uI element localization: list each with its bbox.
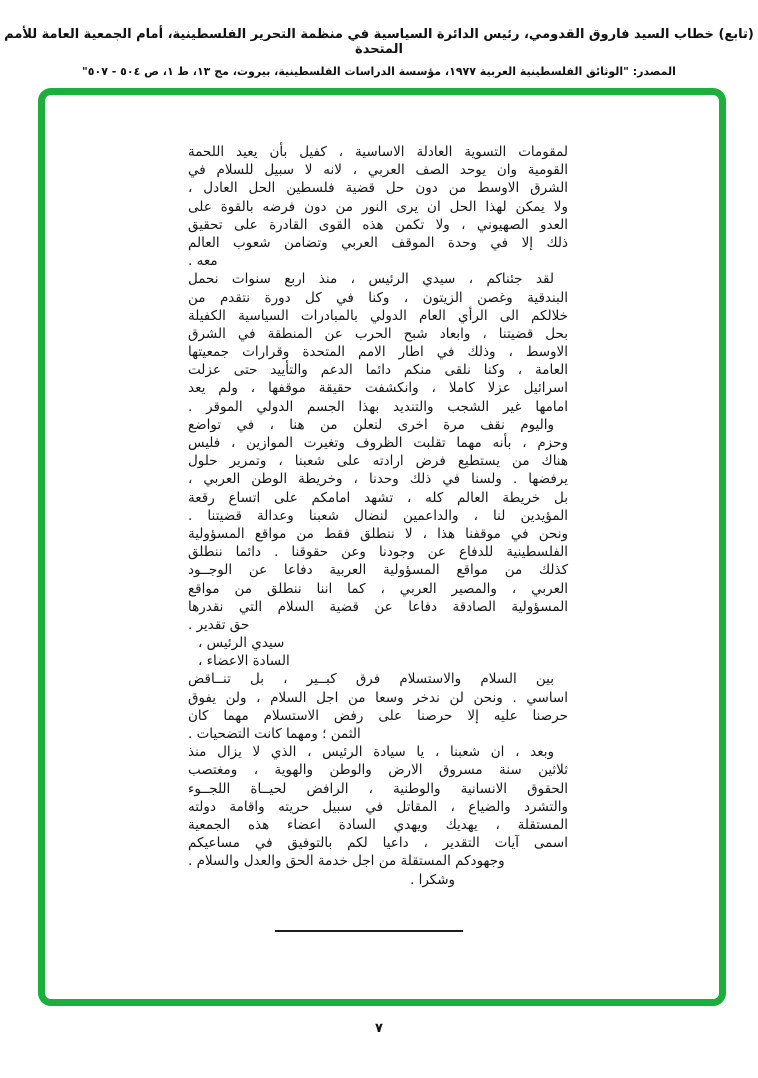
text-line: الثمن ؛ ومهما كانت التضحيات . — [188, 726, 361, 742]
text-line: معه . — [188, 253, 218, 270]
text-line: واليوم نقف مرة اخرى لنعلن من هنا ، في تواضع — [188, 416, 554, 433]
text-line: هناك من يستطيع فرض ارادته على شعبنا ، وتمرير حلول — [188, 453, 568, 470]
document-source-citation: المصدر: "الوثائق الفلسطينية العربية ١٩٧٧، مؤسسة الدراسات الفلسطينية، بيروت، مج ١٣، ط ١، ص ٥٠٤ - ٥٠٧" — [82, 65, 676, 78]
text-line: حرصنا عليه إلا حرصنا على رفض الاستسلام مهما كان — [188, 707, 568, 724]
text-line: ونحن في موقفنا هذا ، لا ننطلق فقط من مواقع المسؤولية — [188, 525, 568, 542]
text-line: الحقوق الانسانية والوطنية ، الرافض لحيــاة اللجــوء — [188, 780, 568, 797]
text-line: لقد جئناكم ، سيدي الرئيس ، منذ اربع سنوات نحمل — [188, 271, 554, 288]
text-line: لمقومات التسوية العادلة الاساسية ، كفيل بأن يعيد اللحمة — [188, 144, 568, 160]
body-text — [188, 143, 568, 889]
text-line: وبعد ، ان شعبنا ، يا سيادة الرئيس ، الذي لا يزال منذ — [188, 744, 554, 761]
text-line: بحل قضيتنا ، وابعاد شبح الحرب عن المنطقة في الشرق — [188, 325, 568, 342]
text-line: ذلك إلا في وحدة الموقف العربي وتضامن شعوب العالم — [188, 234, 568, 251]
text-line: والتشرد والضياع ، المقاتل في سبيل حريته واقامة دولته — [188, 798, 568, 815]
end-divider — [275, 930, 463, 932]
text-line: الفلسطينية للدفاع عن وجودنا وعن حقوقنا . دائما ننطلق — [188, 544, 568, 561]
text-line: ثلاثين سنة مسروق الارض والوطن والهوية ، ومغتصب — [188, 762, 568, 779]
text-line: سيدي الرئيس ، — [198, 635, 285, 652]
text-line: بين السلام والاستسلام فرق كبــير ، بل تنــاقض — [188, 671, 554, 688]
text-line: وشكرا . — [410, 871, 456, 888]
text-line: وجهودكم المستقلة من اجل خدمة الحق والعدل والسلام . — [188, 853, 505, 870]
text-line: حق تقدير . — [188, 616, 250, 633]
text-line: المؤيدين لنا ، والداعمين لنضال شعبنا وعدالة قضيتنا . — [188, 507, 568, 524]
text-line: المسؤولية الصادقة دفاعا عن قضية السلام التي نقدرها — [188, 598, 568, 615]
page-number: ٧ — [375, 1021, 383, 1036]
text-line: العدو الصهيوني ، ولا تكمن هذه القوى القادرة على تحقيق — [188, 216, 568, 233]
text-line: اسرائيل عزلا كاملا ، وانكشفت حقيقة موقفها ، ولم يعد — [188, 380, 568, 397]
text-line: اساسي . ونحن لن ندخر وسعا من اجل السلام ، ولن يفوق — [188, 689, 568, 706]
text-line: الاوسط ، وذلك في اطار الامم المتحدة وقرارات جمعيتها — [188, 344, 568, 361]
text-line: يرفضها . ولسنا في ذلك وحدنا ، وخريطة الوطن العربي ، — [188, 471, 568, 488]
text-line: امامها غير الشجب والتنديد بهذا الجسم الدولي الموقر . — [188, 398, 568, 415]
text-line: ولا يمكن لهذا الحل ان يرى النور من دون فرضه بالقوة على — [188, 198, 568, 215]
text-line: العربي ، والمصير العربي ، كما اننا ننطلق من مواقع — [188, 580, 568, 597]
text-line: المستقلة ، يهديك ويهدي السادة اعضاء هذه الجمعية — [188, 816, 568, 833]
text-line: خلالكم الى الرأي العام الدولي بالمبادرات السياسية الكفيلة — [188, 307, 568, 324]
text-line: البندقية وغصن الزيتون ، وكنا في كل دورة نتقدم من — [188, 289, 568, 306]
text-line: وحزم ، بأنه مهما تقلبت الظروف وتغيرت الموازين ، فليس — [188, 435, 568, 451]
text-line: اسمى آيات التقدير ، داعيا لكم بالتوفيق في مساعيكم — [188, 835, 568, 852]
text-line: كذلك من مواقع المسؤولية العربية دفاعا عن الوجــود — [188, 562, 568, 579]
document-title: (تابع) خطاب السيد فاروق القدومي، رئيس الدائرة السياسية في منظمة التحرير الفلسطينية، أمام الجمعية العامة للأمم المتحدة — [4, 27, 754, 57]
document-header — [0, 27, 758, 78]
text-line: القومية وان يوحد الصف العربي ، لانه لا سبيل للسلام في — [188, 162, 568, 179]
text-line: السادة الاعضاء ، — [198, 653, 290, 670]
text-line: الشرق الاوسط من دون حل قضية فلسطين الحل العادل ، — [188, 180, 568, 197]
text-line: العامة ، وكنا نلقى منكم دائما الدعم والتأييد حتى عزلت — [188, 362, 568, 379]
text-line: بل خريطة العالم كله ، تشهد امامكم على اتساع رقعة — [188, 489, 568, 506]
